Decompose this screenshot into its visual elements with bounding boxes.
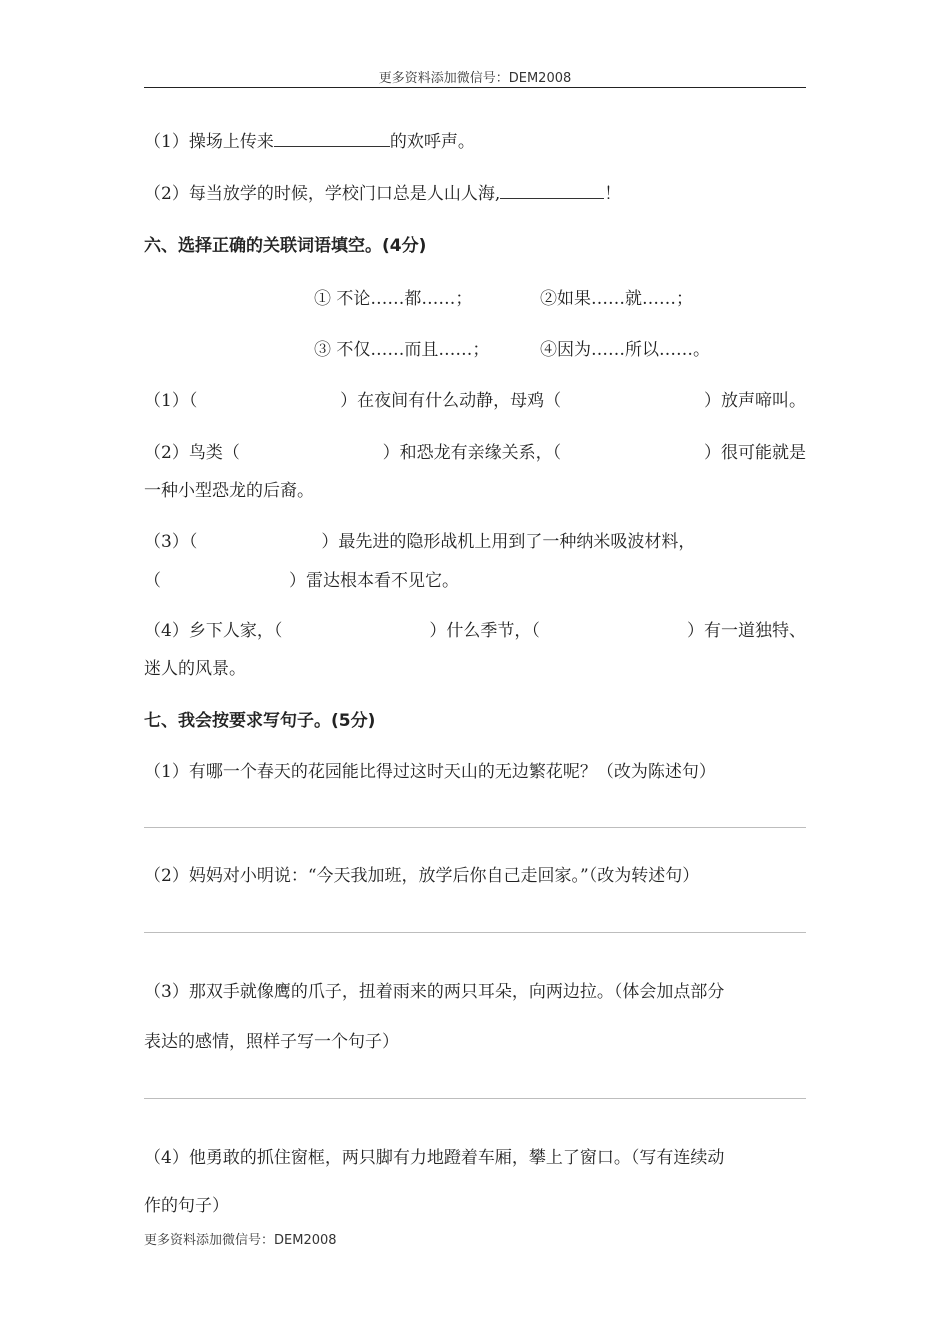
s7-q3-line2: 表达的感情，照样子写一个句子） [144, 1032, 399, 1052]
s7-q2-answer-line[interactable] [144, 932, 806, 933]
header-rule [144, 87, 806, 88]
option-2: ②如果……就……； [540, 289, 693, 309]
s6-q4-b: ）什么季节，（ [429, 621, 540, 641]
s5-q2-prefix: （2）每当放学的时候，学校门口总是人山人海, [144, 184, 501, 204]
s6-q3-cont [144, 566, 459, 591]
s6-q3-d: ）雷达根本看不见它。 [289, 571, 459, 591]
page-footer: 更多资料添加微信号：DEM2008 [144, 1233, 337, 1248]
s5-q2 [144, 179, 621, 204]
option-4: ④因为……所以……。 [540, 340, 710, 360]
s7-q2: （2）妈妈对小明说：“今天我加班，放学后你自己走回家。”（改为转述句） [144, 866, 700, 886]
s6-q2 [144, 438, 806, 463]
option-3: ③ 不仅……而且……； [314, 340, 490, 360]
s6-q3-c: （ [144, 571, 161, 591]
s7-q1: （1）有哪一个春天的花园能比得过这时天山的无边繁花呢？（改为陈述句） [144, 762, 716, 782]
s6-title: 六、选择正确的关联词语填空。(4分) [144, 236, 427, 256]
s6-q1-b: ）在夜间有什么动静，母鸡（ [340, 391, 562, 411]
s7-q3-line1: （3）那双手就像鹰的爪子，扭着雨来的两只耳朵，向两边拉。（体会加点部分 [144, 982, 725, 1002]
s5-q1 [144, 127, 475, 152]
s5-q2-suffix: ！ [604, 184, 622, 204]
s7-q4-line1: （4）他勇敢的抓住窗框，两只脚有力地蹬着车厢，攀上了窗口。（写有连续动 [144, 1148, 725, 1168]
s7-title: 七、我会按要求写句子。(5分) [144, 711, 376, 731]
s7-q3-answer-line[interactable] [144, 1098, 806, 1099]
option-1: ① 不论……都……； [314, 289, 473, 309]
s6-q3-a: （3）（ [144, 532, 198, 552]
s6-q4-a: （4）乡下人家，（ [144, 621, 283, 641]
s6-q4 [144, 616, 806, 641]
s6-q2-c: ）很可能就是 [703, 443, 806, 463]
s6-q4-c: ）有一道独特、 [686, 621, 806, 641]
s5-q1-prefix: （1）操场上传来 [144, 132, 274, 152]
s5-q2-blank[interactable] [500, 184, 604, 199]
s7-q4-line2: 作的句子） [144, 1196, 229, 1216]
s7-q1-answer-line[interactable] [144, 827, 806, 828]
s6-q1-c: ）放声啼叫。 [703, 391, 806, 411]
s6-q2-cont: 一种小型恐龙的后裔。 [144, 481, 314, 501]
s6-q1 [144, 386, 806, 411]
s6-q1-a: （1）（ [144, 391, 198, 411]
page-header: 更多资料添加微信号：DEM2008 [378, 71, 572, 86]
s6-q4-cont: 迷人的风景。 [144, 659, 246, 679]
s6-q3 [144, 527, 695, 552]
s5-q1-suffix: 的欢呼声。 [389, 132, 475, 152]
s5-q1-blank[interactable] [274, 132, 390, 147]
s6-q2-a: （2）鸟类（ [144, 443, 240, 463]
s6-q2-b: ）和恐龙有亲缘关系，（ [382, 443, 562, 463]
s6-q3-b: ）最先进的隐形战机上用到了一种纳米吸波材料， [321, 532, 696, 552]
